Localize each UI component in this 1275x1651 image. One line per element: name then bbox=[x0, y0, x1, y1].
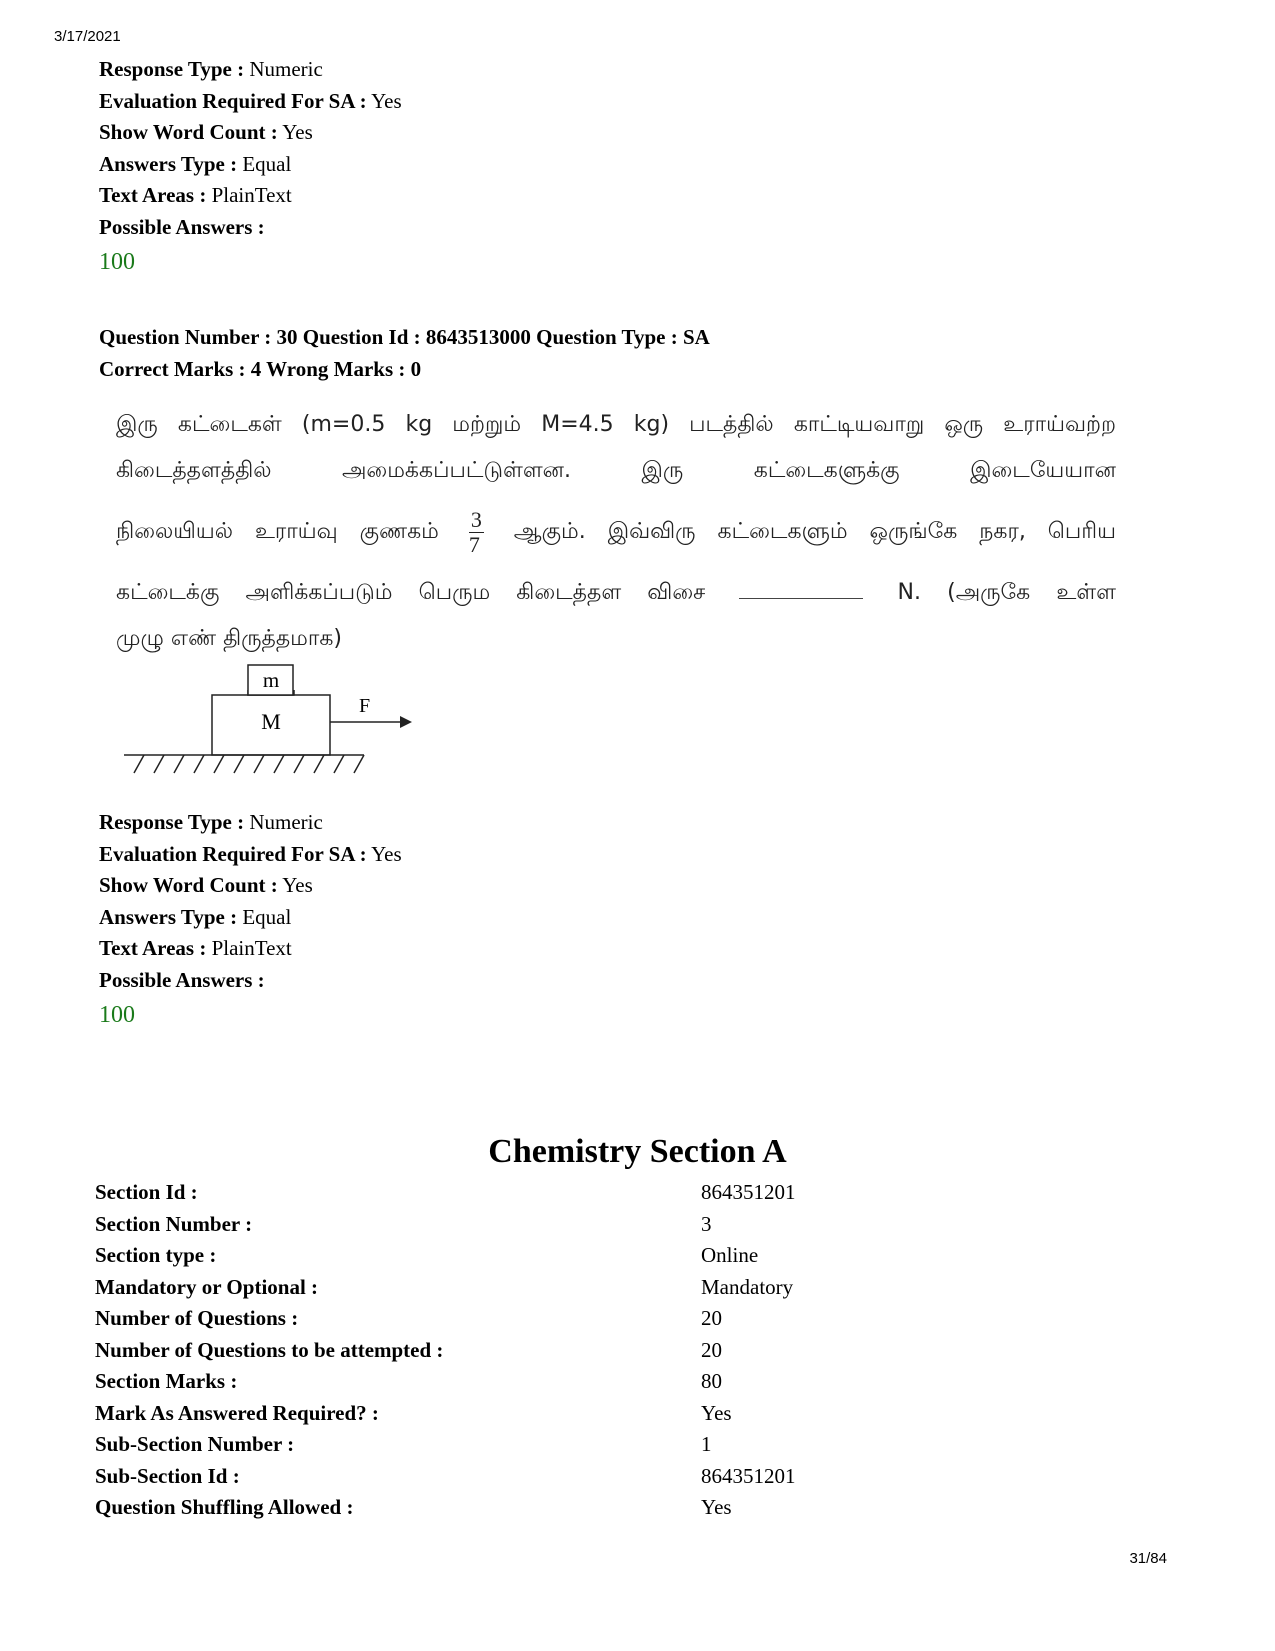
section-label: Section type : bbox=[95, 1243, 217, 1267]
answer-blank bbox=[739, 580, 863, 599]
question-line-4-post: N. (அருகே உள்ள bbox=[897, 580, 1116, 605]
possible-answer: 100 bbox=[99, 249, 135, 275]
meta-row bbox=[99, 117, 402, 149]
section-row bbox=[95, 1429, 796, 1461]
question-header-line2: Correct Marks : 4 Wrong Marks : 0 bbox=[99, 356, 422, 381]
meta-row bbox=[99, 149, 402, 181]
prev-question-meta bbox=[99, 54, 402, 279]
question-meta bbox=[99, 807, 402, 1032]
meta-row bbox=[99, 839, 402, 871]
meta-label: Possible Answers : bbox=[99, 214, 265, 239]
meta-row bbox=[99, 965, 402, 997]
meta-row bbox=[99, 870, 402, 902]
question-line-3-pre: நிலையியல் உராய்வு குணகம் bbox=[116, 519, 439, 544]
meta-row bbox=[99, 212, 402, 244]
question-body bbox=[116, 402, 1116, 662]
question-line-5: முழு எண் திருத்தமாக) bbox=[116, 626, 343, 651]
section-row bbox=[95, 1209, 796, 1241]
section-value: Online bbox=[701, 1243, 759, 1267]
meta-label: Response Type : bbox=[99, 57, 245, 81]
section-row bbox=[95, 1492, 796, 1524]
section-label: Section Marks : bbox=[95, 1369, 238, 1393]
question-line-2: கிடைத்தளத்தில் அமைக்கப்பட்டுள்ளன. இரு கட்டைகளுக்கு இடையேயான bbox=[116, 458, 1116, 483]
meta-label: Answers Type : bbox=[99, 151, 238, 176]
fraction-numerator: 3 bbox=[470, 506, 482, 532]
section-value: 20 bbox=[701, 1306, 722, 1330]
section-value: 1 bbox=[701, 1432, 712, 1456]
small-block-diagram bbox=[247, 664, 295, 696]
section-label: Mark As Answered Required? : bbox=[95, 1400, 379, 1425]
question-line-4-pre: கட்டைக்கு அளிக்கப்படும் பெரும கிடைத்தள விசை bbox=[116, 580, 706, 605]
meta-value: PlainText bbox=[211, 936, 292, 960]
question-header bbox=[99, 322, 710, 385]
section-label: Number of Questions to be attempted : bbox=[95, 1337, 444, 1362]
section-value: Yes bbox=[701, 1495, 732, 1519]
section-row bbox=[95, 1461, 796, 1493]
section-label: Section Number : bbox=[95, 1211, 253, 1236]
section-value: 80 bbox=[701, 1369, 722, 1393]
section-value: 3 bbox=[701, 1211, 712, 1236]
section-row bbox=[95, 1272, 796, 1304]
section-label: Sub-Section Number : bbox=[95, 1432, 295, 1456]
blocks-diagram bbox=[124, 690, 424, 790]
section-value: Mandatory bbox=[701, 1274, 794, 1299]
question-header-line1: Question Number : 30 Question Id : 8643513000 Question Type : SA bbox=[99, 325, 710, 349]
ground-hatching bbox=[134, 755, 364, 773]
question-line-1: இரு கட்டைகள் (m=0.5 kg மற்றும் M=4.5 kg) படத்தில் காட்டியவாறு ஒரு உராய்வற்ற bbox=[116, 412, 1116, 437]
meta-value: Equal bbox=[242, 151, 292, 176]
meta-label: Text Areas : bbox=[99, 936, 207, 960]
meta-row bbox=[99, 902, 402, 934]
section-label: Number of Questions : bbox=[95, 1306, 299, 1330]
meta-label: Answers Type : bbox=[99, 904, 238, 929]
question-line-4 bbox=[116, 570, 1116, 616]
page-number: 31/84 bbox=[1129, 1550, 1167, 1567]
question-line-3 bbox=[116, 494, 1116, 570]
meta-label: Show Word Count : bbox=[99, 120, 278, 144]
meta-row bbox=[99, 54, 402, 86]
meta-value: Numeric bbox=[249, 810, 323, 834]
small-block-label: m bbox=[262, 668, 280, 692]
meta-label: Text Areas : bbox=[99, 183, 207, 207]
meta-label: Evaluation Required For SA : bbox=[99, 88, 367, 113]
meta-label: Possible Answers : bbox=[99, 967, 265, 992]
section-details-table bbox=[95, 1177, 796, 1524]
meta-row bbox=[99, 86, 402, 118]
meta-row bbox=[99, 807, 402, 839]
meta-value: Equal bbox=[242, 904, 292, 929]
question-line-3-post: ஆகும். இவ்விரு கட்டைகளும் ஒருங்கே நகர, பெரிய bbox=[513, 519, 1116, 544]
large-block-label: M bbox=[261, 709, 281, 734]
section-title: Chemistry Section A bbox=[488, 1133, 787, 1170]
meta-value: Yes bbox=[371, 88, 402, 113]
meta-value: Yes bbox=[282, 873, 313, 897]
section-label: Mandatory or Optional : bbox=[95, 1274, 319, 1299]
possible-answer: 100 bbox=[99, 1002, 135, 1028]
meta-label: Show Word Count : bbox=[99, 873, 278, 897]
section-value: Yes bbox=[701, 1400, 732, 1425]
page-date: 3/17/2021 bbox=[54, 28, 121, 45]
meta-value: Numeric bbox=[249, 57, 323, 81]
meta-row bbox=[99, 180, 402, 212]
section-value: 864351201 bbox=[701, 1180, 796, 1204]
section-value: 864351201 bbox=[701, 1463, 796, 1488]
force-label: F bbox=[359, 695, 371, 717]
section-row bbox=[95, 1177, 796, 1209]
fraction bbox=[469, 508, 484, 557]
section-row bbox=[95, 1398, 796, 1430]
section-label: Question Shuffling Allowed : bbox=[95, 1495, 354, 1519]
force-arrowhead bbox=[400, 716, 412, 728]
meta-label: Evaluation Required For SA : bbox=[99, 841, 367, 866]
section-row bbox=[95, 1366, 796, 1398]
fraction-denominator: 7 bbox=[468, 531, 480, 557]
section-label: Section Id : bbox=[95, 1180, 198, 1204]
meta-row bbox=[99, 933, 402, 965]
section-row bbox=[95, 1240, 796, 1272]
section-value: 20 bbox=[701, 1337, 722, 1362]
meta-value: Yes bbox=[282, 120, 313, 144]
section-row bbox=[95, 1303, 796, 1335]
section-label: Sub-Section Id : bbox=[95, 1463, 240, 1488]
meta-value: PlainText bbox=[211, 183, 292, 207]
meta-label: Response Type : bbox=[99, 810, 245, 834]
meta-value: Yes bbox=[371, 841, 402, 866]
section-row bbox=[95, 1335, 796, 1367]
